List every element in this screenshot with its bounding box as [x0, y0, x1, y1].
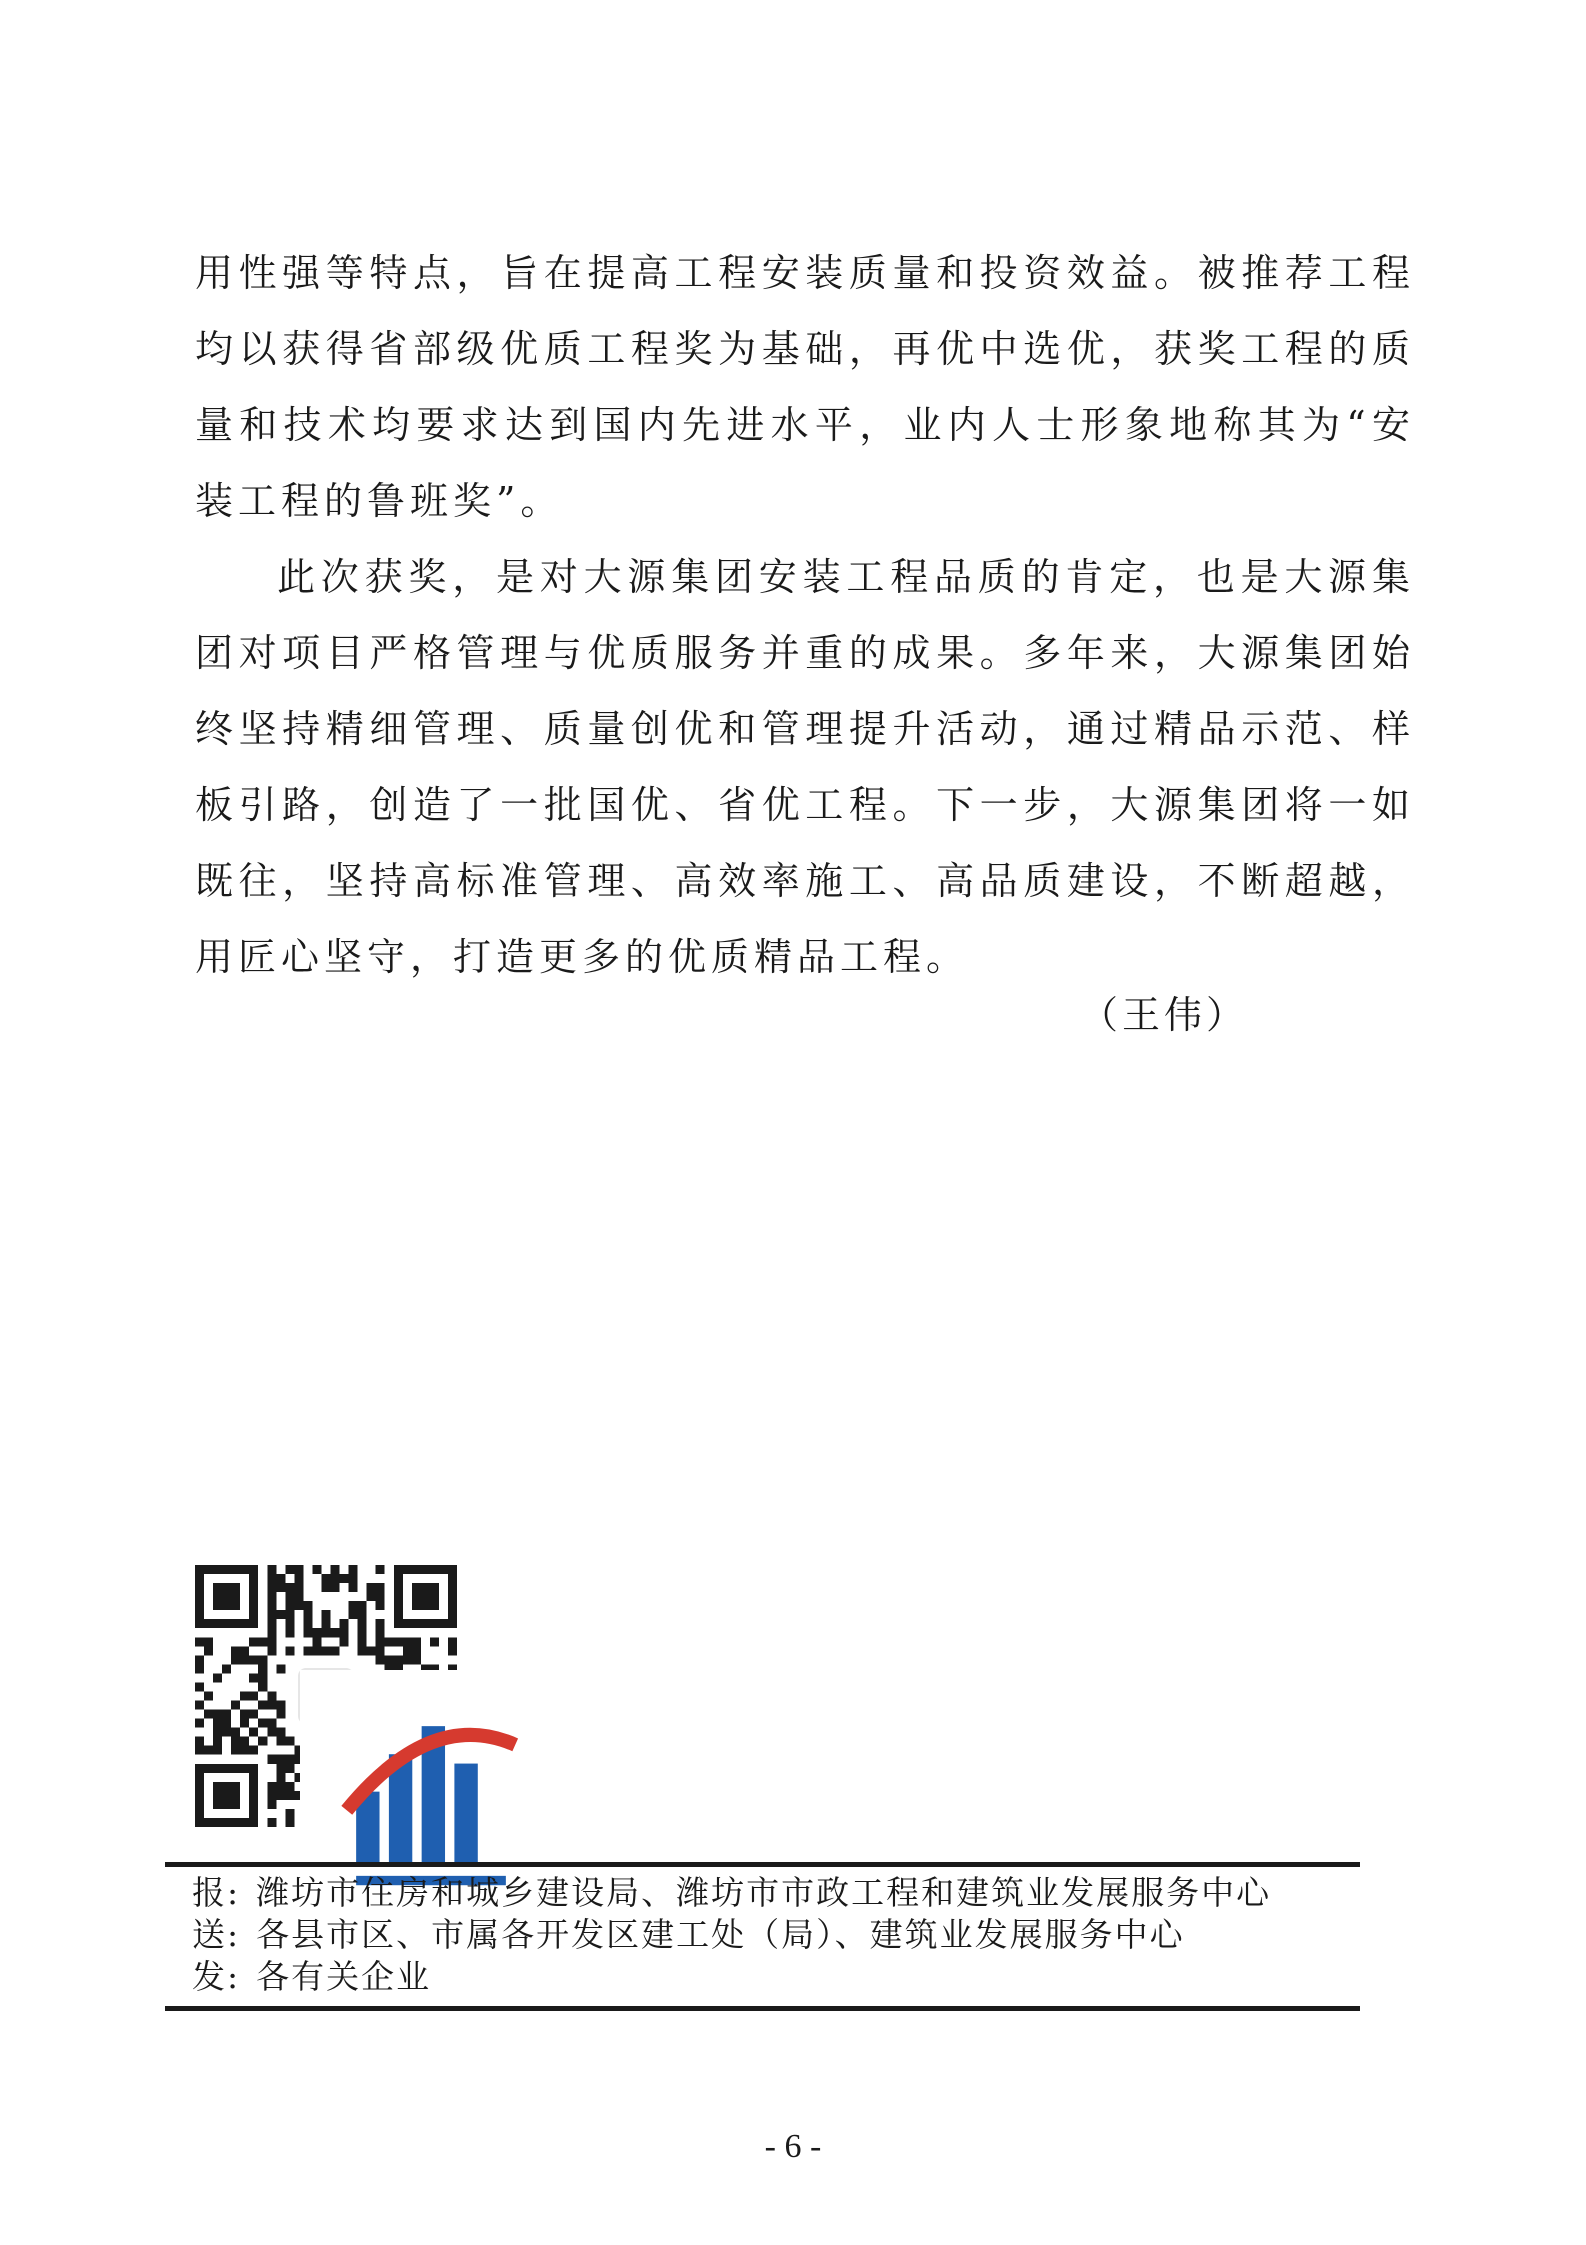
paragraph-line: 用匠心坚守，打造更多的优质精品工程。 [195, 935, 970, 979]
paragraph-line: 用性强等特点，旨在提高工程安装质量和投资效益。被推荐工程 [195, 251, 1415, 295]
top-rule [165, 1862, 1360, 1867]
paragraph-line: 装工程的鲁班奖”。 [195, 479, 564, 523]
qr-code-icon [195, 1565, 457, 1827]
page-number: - 6 - [764, 2128, 822, 2165]
paragraph-line: 团对项目严格管理与优质服务并重的成果。多年来，大源集团始 [195, 631, 1415, 675]
distribution-list [192, 1872, 1372, 1998]
building-logo-icon [298, 1668, 354, 1724]
paragraph-line: 量和技术均要求达到国内先进水平，业内人士形象地称其为“安 [195, 403, 1415, 447]
send-recipients: 各县市区、市属各开发区建工处（局）、建筑业发展服务中心 [256, 1915, 1185, 1954]
paragraph-line: 终坚持精细管理、质量创优和管理提升活动，通过精品示范、样 [195, 707, 1415, 751]
paragraph-line: 板引路，创造了一批国优、省优工程。下一步，大源集团将一如 [195, 783, 1415, 827]
paragraph-line: 此次获奖，是对大源集团安装工程品质的肯定，也是大源集 [277, 555, 1415, 599]
bottom-rule [165, 2006, 1360, 2011]
report-recipients: 潍坊市住房和城乡建设局、潍坊市市政工程和建筑业发展服务中心 [256, 1873, 1272, 1912]
distribution-issue-row [192, 1956, 1372, 1998]
paragraph-line: 均以获得省部级优质工程奖为基础，再优中选优，获奖工程的质 [195, 327, 1415, 371]
paragraph-line: 既往，坚持高标准管理、高效率施工、高品质建设，不断超越， [195, 859, 1415, 903]
distribution-report-row [192, 1872, 1372, 1914]
send-label: 送: [192, 1915, 241, 1954]
issue-recipients: 各有关企业 [256, 1957, 432, 1996]
author-signature: （王伟） [1080, 993, 1249, 1037]
report-label: 报: [192, 1873, 241, 1912]
article-body [195, 235, 1415, 995]
distribution-send-row [192, 1914, 1372, 1956]
issue-label: 发: [192, 1957, 241, 1996]
